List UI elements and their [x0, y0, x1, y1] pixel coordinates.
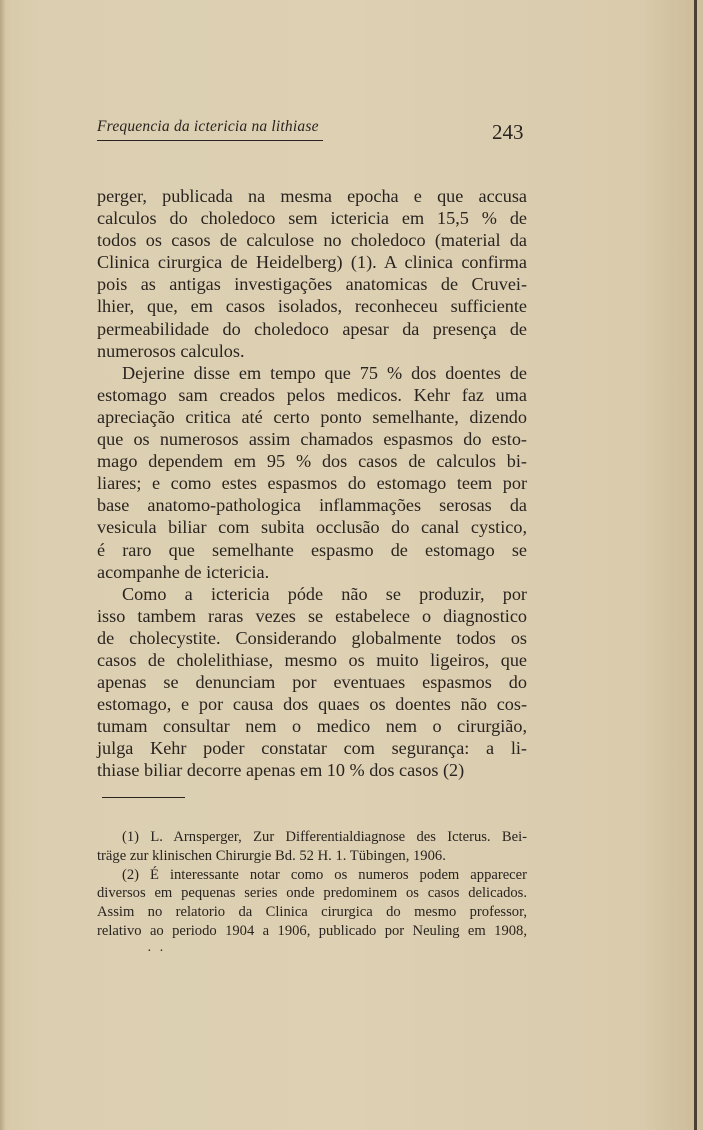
text-line: liares; e como estes espasmos do estomago teem por	[97, 473, 527, 494]
text-line: apreciação critica até certo ponto semelhante, dizendo	[97, 406, 527, 427]
footnote-line: (2) É interessante notar como os numeros podem apparecer	[122, 866, 527, 883]
footnote-line: relativo ao periodo 1904 a 1906, publicado por Neuling em 1908,	[97, 922, 527, 939]
footnote-1	[97, 828, 527, 866]
text-line: acompanhe de ictericia.	[97, 561, 270, 582]
text-line: apenas se denunciam por eventuaes espasmos do	[97, 672, 527, 693]
text-line: thiase biliar decorre apenas em 10 % dos casos (2)	[97, 760, 465, 781]
text-line: base anatomo-pathologica inflammações serosas da	[97, 495, 527, 516]
paragraph-3	[97, 583, 527, 782]
text-line: vesicula biliar com subita occlusão do canal cystico,	[97, 517, 527, 538]
text-line: todos os casos de calculose no choledoco (material da	[97, 230, 527, 251]
running-head: Frequencia da ictericia na lithiase	[97, 118, 319, 135]
footnotes	[97, 828, 527, 941]
text-line: Clinica cirurgica de Heidelberg) (1). A clinica confirma	[97, 252, 527, 273]
footnote-line: träge zur klinischen Chirurgie Bd. 52 H. 1. Tübingen, 1906.	[97, 847, 446, 864]
text-line: estomago, e por causa dos quaes os doentes não cos-	[97, 694, 527, 715]
text-line: Dejerine disse em tempo que 75 % dos doentes de	[122, 362, 527, 383]
text-line: isso tambem raras vezes se estabelece o diagnostico	[97, 605, 527, 626]
text-line: Como a ictericia póde não se produzir, por	[122, 583, 527, 604]
text-line: permeabilidade do choledoco apesar da presença de	[97, 318, 527, 339]
text-line: calculos do choledoco sem ictericia em 15,5 % de	[97, 208, 527, 229]
footnote-line: (1) L. Arnsperger, Zur Differentialdiagnose des Icterus. Bei-	[122, 829, 527, 845]
text-line: estomago sam creados pelos medicos. Kehr faz uma	[97, 384, 527, 405]
text-line: julga Kehr poder constatar com segurança: a li-	[97, 738, 527, 759]
paragraph-1	[97, 185, 527, 362]
footnote-line: diversos em pequenas series onde predominem os casos delicados.	[97, 885, 527, 902]
body-text	[97, 185, 527, 782]
header-rule	[97, 140, 323, 141]
footnote-2	[97, 866, 527, 941]
paragraph-2	[97, 362, 527, 583]
footnote-rule	[102, 797, 185, 798]
footnote-line: Assim no relatorio da Clinica cirurgica do mesmo professor,	[97, 904, 527, 921]
page-gutter-shadow	[0, 0, 6, 1130]
text-line: perger, publicada na mesma epocha e que accusa	[97, 186, 527, 206]
printer-dots-mark: · ·	[147, 944, 166, 959]
page-number: 243	[492, 120, 524, 144]
text-line: de cholecystite. Considerando globalmente todos os	[97, 627, 527, 648]
text-line: que os numerosos assim chamados espasmos do esto-	[97, 429, 527, 450]
text-line: numerosos calculos.	[97, 340, 245, 361]
text-line: é raro que semelhante espasmo de estomago se	[97, 539, 527, 560]
text-line: tumam consultar nem o medico nem o cirurgião,	[97, 716, 527, 737]
text-line: lhier, que, em casos isolados, reconheceu sufficiente	[97, 296, 527, 317]
text-line: casos de cholelithiase, mesmo os muito ligeiros, que	[97, 649, 527, 670]
text-line: mago dependem em 95 % dos casos de calculos bi-	[97, 451, 527, 472]
text-line: pois as antigas investigações anatomicas de Cruvei-	[97, 274, 527, 295]
